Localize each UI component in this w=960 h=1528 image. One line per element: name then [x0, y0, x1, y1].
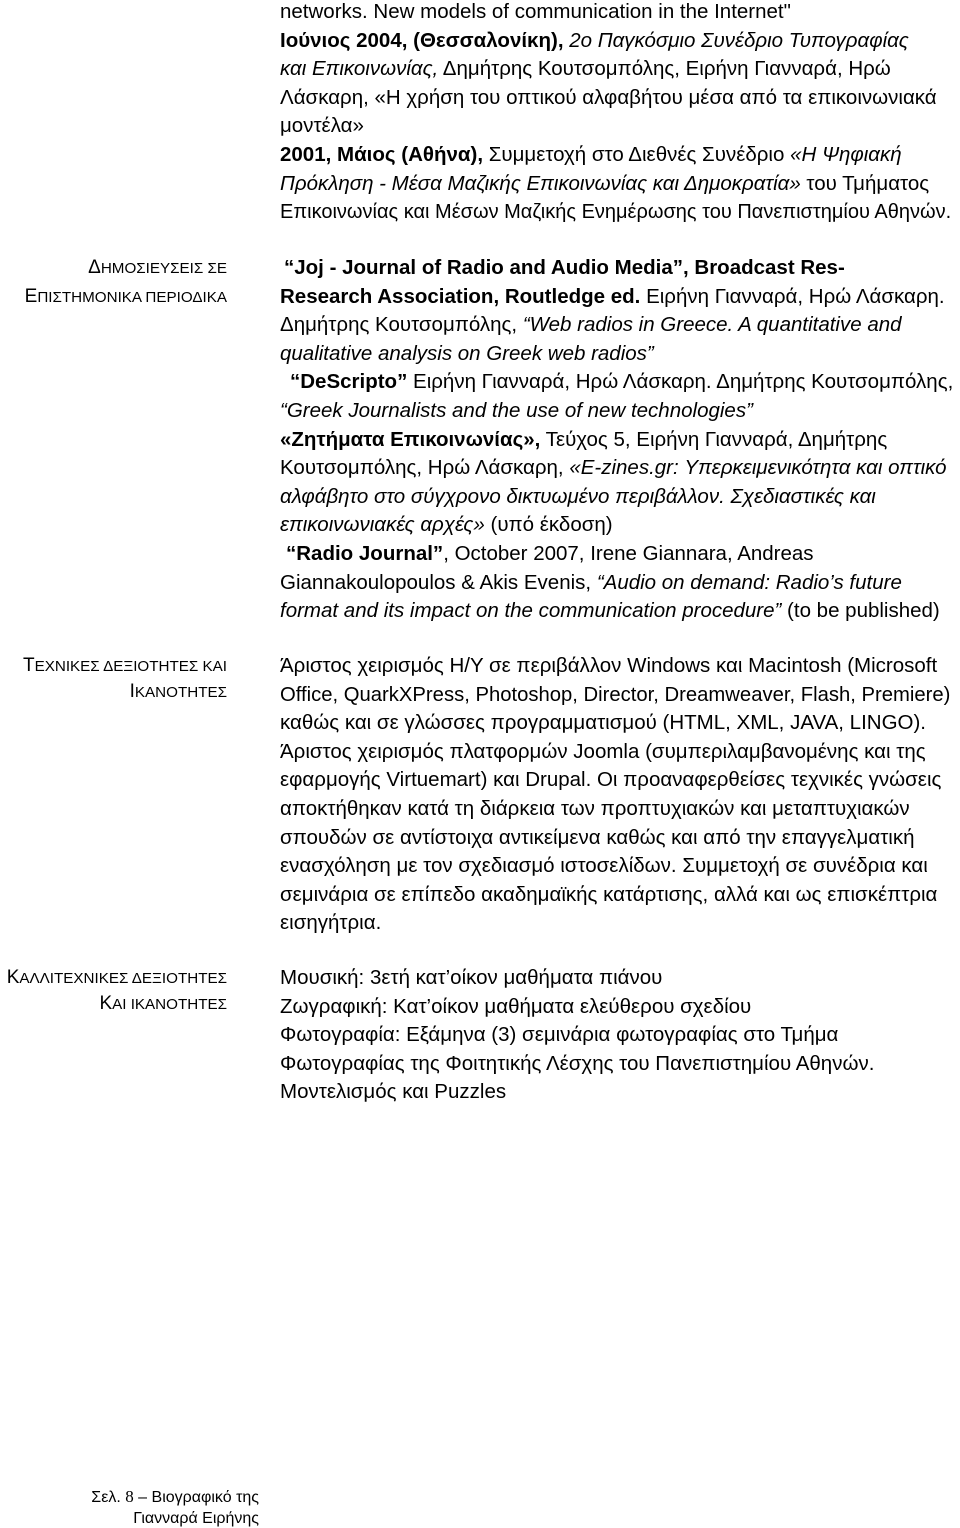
technical-skill-line: σεμινάρια σε επίπεδο ακαδημαϊκής κατάρτισης, αλλά και ως επισκέπτρια: [280, 882, 938, 906]
italic-segment: “Web radios in Greece. A quantitative and: [522, 313, 902, 337]
publication-line: [280, 340, 958, 369]
italic-segment: 2ο Παγκόσμιο Συνέδριο Τυπογραφίας: [569, 28, 909, 52]
section-label-line: ΕΠΙΣΤΗΜΟΝΙΚΑ ΠΕΡΙΟΔΙΚΑ: [24, 285, 227, 307]
text-segment: Ειρήνη Γιανναρά, Ηρώ Λάσκαρη. Δημήτρης Κουτσομπόλης,: [407, 370, 954, 394]
conference-line: [280, 0, 958, 27]
page-footer: [0, 1486, 259, 1528]
footer-title: – Βιογραφικό της: [138, 1489, 259, 1506]
text-segment: , October 2007, Irene Giannara, Andreas: [443, 541, 814, 565]
publication-line: [280, 540, 958, 569]
publication-line: [280, 283, 958, 312]
footer-line: [0, 1508, 259, 1528]
conference-line: [280, 170, 958, 199]
italic-segment: “Greek Journalists and the use of new technologies”: [280, 398, 753, 422]
bold-segment: “Joj - Journal of Radio and Audio Media”, Broadcast Res-: [284, 256, 845, 279]
bold-segment: Ιούνιος 2004, (Θεσσαλονίκη),: [280, 28, 570, 52]
text-segment: του Τμήματος: [800, 171, 930, 195]
conference-line: [280, 198, 958, 227]
conference-line: [280, 112, 958, 141]
publication-line: [280, 597, 958, 626]
text-segment: Giannakoulopoulos & Akis Evenis,: [280, 570, 597, 594]
publication-line: [280, 397, 958, 426]
technical-skill-line: καθώς και σε γλώσσες προγραμματισμού (HTML, XML, JAVA, LINGO).: [280, 711, 927, 735]
bold-segment: 2001, Μάιος (Αθήνα),: [280, 142, 489, 166]
italic-segment: επικοινωνιακές αρχές»: [280, 513, 485, 537]
publications-text: [280, 254, 958, 626]
page-number: 8: [125, 1487, 134, 1506]
text-segment: Τεύχος 5, Ειρήνη Γιανναρά, Δημήτρης: [540, 427, 888, 451]
italic-segment: και Επικοινωνίας,: [280, 57, 439, 81]
section-label-line: ΚΑΛΛΙΤΕΧΝΙΚΕΣ ΔΕΞΙΟΤΗΤΕΣ: [6, 967, 227, 988]
section-label: [0, 965, 227, 1017]
text-segment: Δημήτρης Κουτσομπόλης,: [280, 313, 523, 337]
technical-skill-line: Άριστος χειρισμός πλατφορμών Joomla (συμπεριλαμβανομένης και της: [280, 739, 926, 763]
technical-skill-line: αποκτήθηκαν κατά τη διάρκεια των προπτυχιακών και μεταπτυχιακών: [280, 796, 910, 820]
text-segment: Επικοινωνίας και Μέσων Μαζικής Ενημέρωσης του Πανεπιστημίου Αθηνών.: [280, 201, 952, 224]
technical-skills-text: [280, 652, 958, 938]
technical-skill-line: ενασχόληση με τον σχεδιασμό ιστοσελίδων. Συμμετοχή σε συνέδρια και: [280, 854, 928, 878]
italic-segment: qualitative analysis on Greek web radios”: [280, 341, 654, 365]
technical-skill-line: Office, QuarkXPress, Photoshop, Director, Dreamweaver, Flash, Premiere): [280, 683, 951, 706]
section-label-line: ΤΕΧΝΙΚΕΣ ΔΕΞΙΟΤΗΤΕΣ ΚΑΙ: [22, 655, 227, 676]
publication-line: [280, 511, 958, 540]
publication-line: [280, 569, 958, 598]
text-segment: Κουτσομπόλης, Ηρώ Λάσκαρη,: [280, 456, 570, 480]
artistic-skill-line: Μουσική: 3ετή κατ’οίκον μαθήματα πιάνου: [280, 966, 663, 989]
publication-line: [280, 311, 958, 340]
conferences-text: [280, 0, 958, 227]
conference-line: [280, 55, 958, 84]
section-label-line: ΙΚΑΝΟΤΗΤΕΣ: [129, 681, 227, 702]
bold-segment: «Ζητήματα Επικοινωνίας»,: [280, 427, 541, 451]
italic-segment: «E-zines.gr: Υπερκειμενικότητα και οπτικό: [569, 456, 947, 480]
text-segment: Δημήτρης Κουτσομπόλης, Ειρήνη Γιανναρά, Ηρώ: [438, 57, 891, 81]
technical-skill-line: σπουδών σε αντίστοιχα αντικείμενα καθώς και από την επαγγελματική: [280, 825, 915, 849]
technical-skill-line: εφαρμογής Virtuemart) και Drupal. Οι προαναφερθείσες τεχνικές γνώσεις: [280, 768, 942, 792]
footer-author: Γιανναρά Ειρήνης: [133, 1510, 259, 1527]
italic-segment: “Audio on demand: Radio’s future: [596, 570, 902, 594]
bold-segment: Research Association, Routledge ed.: [280, 284, 641, 308]
text-segment: (υπό έκδοση): [484, 513, 613, 537]
page-label: Σελ.: [91, 1489, 121, 1506]
italic-segment: format and its impact on the communication procedure”: [280, 599, 782, 623]
italic-segment: Πρόκληση - Μέσα Μαζικής Επικοινωνίας και Δημοκρατία»: [280, 171, 801, 195]
artistic-skills-text: [280, 964, 958, 1107]
section-label: [0, 254, 227, 311]
conference-line: [280, 141, 958, 170]
text-segment: μοντέλα»: [280, 114, 364, 138]
technical-skill-line: Άριστος χειρισμός Η/Υ σε περιβάλλον Windows και Macintosh (Microsoft: [280, 654, 938, 677]
publication-line: [280, 426, 958, 455]
footer-line: [0, 1486, 259, 1508]
section-label: [0, 653, 227, 705]
text-segment: Λάσκαρη, «Η χρήση του οπτικού αλφαβήτου μέσα από τα επικοινωνιακά: [280, 85, 937, 109]
publication-line: [280, 368, 958, 397]
text-segment: networks. New models of communication in the Internet": [280, 0, 791, 23]
bold-segment: “DeScripto”: [290, 370, 408, 394]
text-segment: (to be published): [781, 599, 940, 623]
text-segment: Συμμετοχή στο Διεθνές Συνέδριο: [488, 142, 791, 166]
section-label-line: ΚΑΙ ΙΚΑΝΟΤΗΤΕΣ: [99, 993, 227, 1014]
publication-line: [280, 254, 958, 283]
bold-segment: “Radio Journal”: [286, 541, 444, 565]
artistic-skill-line: Φωτογραφίας της Φοιτητικής Λέσχης του Πανεπιστημίου Αθηνών.: [280, 1051, 875, 1075]
publication-line: [280, 454, 958, 483]
italic-segment: αλφάβητο στο σύγχρονο δικτυωμένο περιβάλλον. Σχεδιαστικές και: [280, 484, 876, 508]
text-segment: Ειρήνη Γιανναρά, Ηρώ Λάσκαρη.: [640, 284, 945, 308]
publication-line: [280, 483, 958, 512]
artistic-skill-line: Μοντελισμός και Puzzles: [280, 1080, 507, 1104]
section-label-line: ΔΗΜΟΣΙΕΥΣΕΙΣ ΣΕ: [88, 257, 227, 278]
conference-line: [280, 84, 958, 113]
technical-skill-line: εισηγήτρια.: [280, 911, 382, 935]
conference-line: [280, 27, 958, 56]
artistic-skill-line: Φωτογραφία: Εξάμηνα (3) σεμινάρια φωτογραφίας στο Τμήμα: [280, 1023, 839, 1047]
italic-segment: «Η Ψηφιακή: [790, 142, 902, 166]
artistic-skill-line: Ζωγραφική: Κατ’οίκον μαθήματα ελεύθερου σχεδίου: [280, 994, 752, 1018]
